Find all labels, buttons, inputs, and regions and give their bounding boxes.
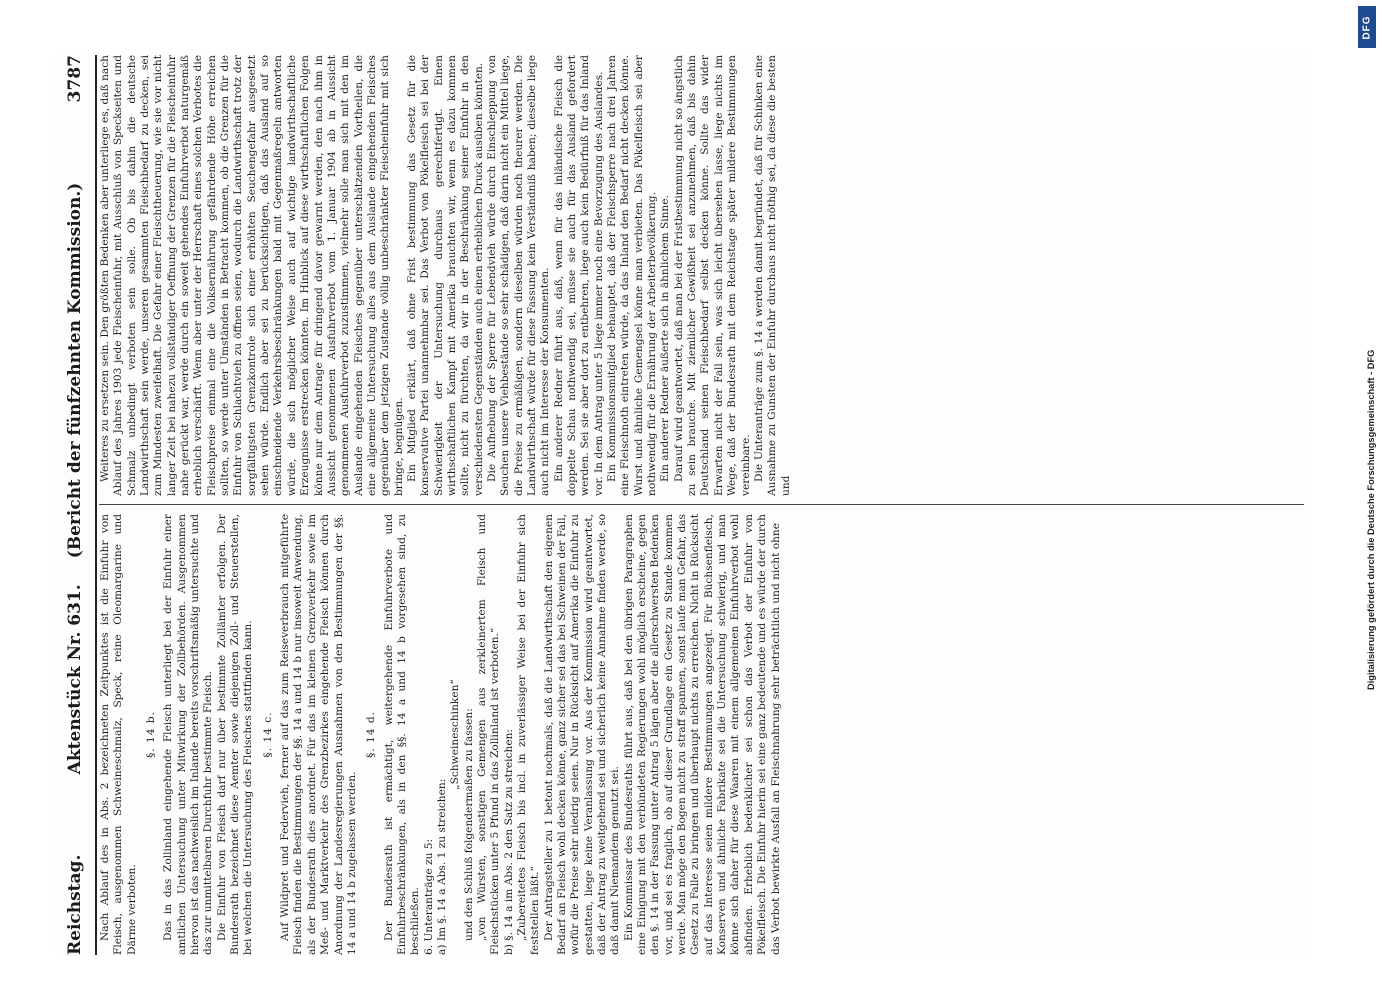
section-heading: §. 14 b. <box>145 710 158 759</box>
dfg-logo <box>1358 6 1376 48</box>
section-heading: §. 14 d. <box>365 710 378 759</box>
list-item: b) §. 14 a im Abs. 2 den Satz zu streichen: <box>502 729 515 955</box>
paragraph: Darauf wird geantwortet, daß man bei der Fristbestimmung nicht so ängstlich zu sein brauche. Mit ziemlicher Gewißheit sei anzunehmen, daß bis dahin Deutschland seinen Fleischbedarf selbst decken könne. Sollte das wider Erwarten nicht der Fall sein, was sich leicht übersehen lasse, liege nichts im Wege, daß der Bundesrath mit dem Reichstage später mildere Bestimmungen vereinbare. <box>672 55 752 496</box>
paragraph: Die Einfuhr von Fleisch darf nur über bestimmte Zollämter erfolgen. Der Bundesrath bezeichnet diese Aemter sowie diejenigen Zoll- und Steuerstellen, bei welchen die Untersuchung des Fleisches stattfinden kann. <box>215 514 255 955</box>
left-column <box>99 514 1304 955</box>
list-item: a) Im §. 14 a Abs. 1 zu streichen: <box>435 778 448 955</box>
paragraph: Ein Kommissionsmitglied behauptet, daß der Fleischsperre nach drei Jahren eine Fleischnoth eintreten würde, da das Inland den Bedarf nicht decken könne. Wurst und ähnliche Gemengsel könne man verbieten. Das Pökelfleisch sei aber nothwendig für die Ernährung der Arbeiterbevölkerung. <box>606 55 659 496</box>
paragraph: Das in das Zollinland eingehende Fleisch unterliegt bei der Einfuhr einer amtlichen Untersuchung unter Mitwirkung der Zollbehörden. Ausgenommen hiervon ist das nachweislich im Inlande bereits vorschriftsmäßig untersuchte und das zur unmittelbaren Durchfuhr bestimmte Fleisch. <box>162 514 215 955</box>
scanned-page <box>55 55 1310 955</box>
section-heading: §. 14 c. <box>261 711 274 758</box>
quotation: „Zubereitetes Fleisch bis incl. in zuverlässiger Weise bei der Einfuhr sich feststellen läßt.“ <box>515 514 542 955</box>
paragraph: Ein Mitglied erklärt, daß ohne Frist bestimmung das Gesetz für die konservative Partei unannehmbar sei. Das Verbot von Pökelfleisch sei bei der Schwierigkeit der Untersuchung durchaus gerechtfertigt. Einen wirthschaftlichen Kampf mit Amerika brauchten wir, wenn es dazu kommen sollte, nicht zu fürchten, da wir in der Beschränkung seiner Einfuhr in den verschiedensten Gegenständen auch einen erheblichen Druck ausüben könnten. <box>405 55 485 496</box>
paragraph: Der Antragsteller zu 1 betont nochmals, daß die Landwirthschaft den eigenen Bedarf an Fleisch wohl decken könne, ganz sicher sei das bei Schweinen der Fall, wofür die Preise sehr niedrig seien. Nur in Rücksicht auf Amerika die Einfuhr zu gestatten, liege keine Veranlassung vor. Aus der Kommission wird geantwortet, daß der Antrag zu weitgehend sei und sicherlich keine Annahme finden werde, so daß damit Niemandem genutzt sei. <box>542 514 622 955</box>
digitization-credit: Digitalisierung gefördert durch die Deutsche Forschungsgemeinschaft - DFG <box>1366 349 1376 690</box>
paragraph: Nach Ablauf des in Abs. 2 bezeichneten Zeitpunktes ist die Einfuhr von Fleisch, ausgenommen Schweineschmalz, Speck, reine Oleomargarine und Därme verboten. <box>99 514 138 955</box>
paragraph: Auf Wildpret und Federvieh, ferner auf das zum Reiseverbrauch mitgeführte Fleisch finden die Bestimmungen der §§. 14 a und 14 b nur insoweit Anwendung, als der Bundesrath dies anordnet. Für das im kleinen Grenzverkehr sowie im Meß- und Marktverkehr des Grenzbezirkes eingehende Fleisch können durch Anordnung der Landesregierungen Ausnahmen von den Bestimmungen der §§. 14 a und 14 b zugelassen werden. <box>279 514 358 955</box>
right-column <box>99 55 1304 496</box>
paragraph: Ein anderer Redner äußerte sich in ähnlichem Sinne. <box>659 195 672 482</box>
paragraph: Weiteres zu ersetzen sein. Den größten Bedenken aber unterliege es, daß nach Ablauf des Jahres 1903 jede Fleischeinfuhr, mit Ausschluß von Speckseiten und Schmalz unbedingt verboten sein solle. Ob bis dahin die deutsche Landwirthschaft sein werde, unseren gesammten Fleischbedarf zu decken, sei zum Mindesten zweifelhaft. Die Gefahr einer Fleischtheuerung, wie sie vor nicht langer Zeit bei nahezu vollständiger Oeffnung der Grenzen für die Fleischeinfuhr nahe gerückt war, werde durch ein soweit gehendes Einfuhrverbot naturgemäß erheblich verschärft. Wenn aber unter der Herrschaft eines solchen Verbotes die Fleischpreise einmal eine die Volksernährung gefährdende Höhe erreichen sollten, so werde unter Umständen in Betracht kommen, ob die Grenzen für die Einfuhr von Schlachtvieh zu öffnen seien, wodurch die Landwirthschaft trotz der sorgfältigsten Grenzkontrole sich einer erhöhten Seuchengefahr ausgesetzt sehen würde. Endlich aber sei zu berücksichtigen, daß das Ausland auf so einschneidende Verkehrsbeschränkungen bald mit Gegenmaßregeln antworten würde, die sich möglicher Weise auch auf wichtige landwirthschaftliche Erzeugnisse erstrecken könnten. Im Hinblick auf diese wirthschaftlichen Folgen könne nur dem Antrage für dringend davor gewarnt werden, den nach ihm in Aussicht genommenen Ausfuhrverbot vom 1. Januar 1904 ab in Aussicht genommenen Ausfuhrverbot zuzustimmen, vielmehr solle man sich mit den im Auslande eingehenden Fleisches gegenüber unterschätzenden Vortheilen, die eine allgemeine Untersuchung alles aus dem Auslande eingehenden Fleisches gegenüber dem jetzigen Zustande völlig unbeschränkter Fleischeinfuhr mit sich bringe, begnügen. <box>99 55 405 496</box>
header-reichstag: Reichstag. <box>65 854 85 955</box>
paragraph: Der Bundesrath ist ermächtigt, weitergehende Einfuhrverbote und Einfuhrbeschränkungen, als in den §§. 14 a und 14 b vorgesehen sind, zu beschließen. <box>382 514 422 955</box>
page-number: 3787 <box>65 55 85 103</box>
quotation: „von Würsten, sonstigen Gemengen aus zerkleinertem Fleisch und Fleischstücken unter 5 Pfund in das Zollinland ist verboten.“ <box>475 514 502 955</box>
column-divider <box>99 504 1304 505</box>
page-header <box>55 55 97 955</box>
dfg-logo-text: DFG <box>1361 14 1373 40</box>
paragraph: und den Schluß folgendermaßen zu fassen: <box>462 708 475 941</box>
text-columns <box>99 55 1304 955</box>
list-item: 6. Unteranträge zu 5: <box>422 838 435 955</box>
paragraph: Die Unteranträge zum §. 14 a werden damit begründet, daß für Schinken eine Ausnahme zu Gunsten der Einfuhr durchaus nicht nöthig sei, da diese die besten und <box>752 55 792 496</box>
quotation: „Schweineschinken“ <box>449 679 462 790</box>
paragraph: Ein Kommissar des Bundesraths führt aus, daß bei den übrigen Paragraphen eine Einigung mit den verbündeten Regierungen wohl möglich erscheine, gegen den §. 14 in der Fassung unter Antrag 5 lägen aber die allerschwersten Bedenken vor, und sei es fraglich, ob auf dieser Grundlage ein Gesetz zu Stande kommen werde. Man möge den Bogen nicht zu straff spannen, sonst laufe man Gefahr, das Gesetz zu Falle zu bringen und überhaupt nichts zu erreichen. Nicht in Rücksicht auf das Interesse seien mildere Bestimmungen angezeigt. Für Büchsenfleisch, Konserven und ähnliche Fabrikate sei die Untersuchung schwierig, und man könne sich daher für diese Waaren mit einem allgemeinen Einfuhrverbot wohl abfinden. Erheblich bedenklicher sei schon das Verbot der Einfuhr von Pökelfleisch. Die Einfuhr hierin sei eine ganz bedeutende und es würde der durch das Verbot bewirkte Ausfall an Fleischnahrung sehr beträchtlich und nicht ohne <box>622 514 782 955</box>
paragraph: Die Aufhebung der Sperre für Lebendvieh würde durch Einschleppung von Seuchen unsere Viehbestände so sehr schädigen, daß darin nicht ein Mittel liege, die Preise zu ermäßigen, sondern dieselben würden noch theurer werden. Die Landwirthschaft würde für diese Fassung kein Verständniß haben; dieselbe liege auch nicht im Interesse der Konsumenten. <box>485 55 552 496</box>
paragraph: Ein anderer Redner führt aus, daß, wenn für das inländische Fleisch die doppelte Schau nothwendig sei, müsse sie auch für das Ausland gefordert werden. Sei sie aber dort zu entbehren, liege auch kein Bedürfniß für das Inland vor. In dem Antrag unter 5 liege immer noch eine Bevorzugung des Auslandes. <box>552 55 605 496</box>
header-section-title: (Bericht der fünfzehnten Kommission.) <box>65 182 85 559</box>
header-document-number: Aktenstück Nr. 631. <box>65 584 85 775</box>
